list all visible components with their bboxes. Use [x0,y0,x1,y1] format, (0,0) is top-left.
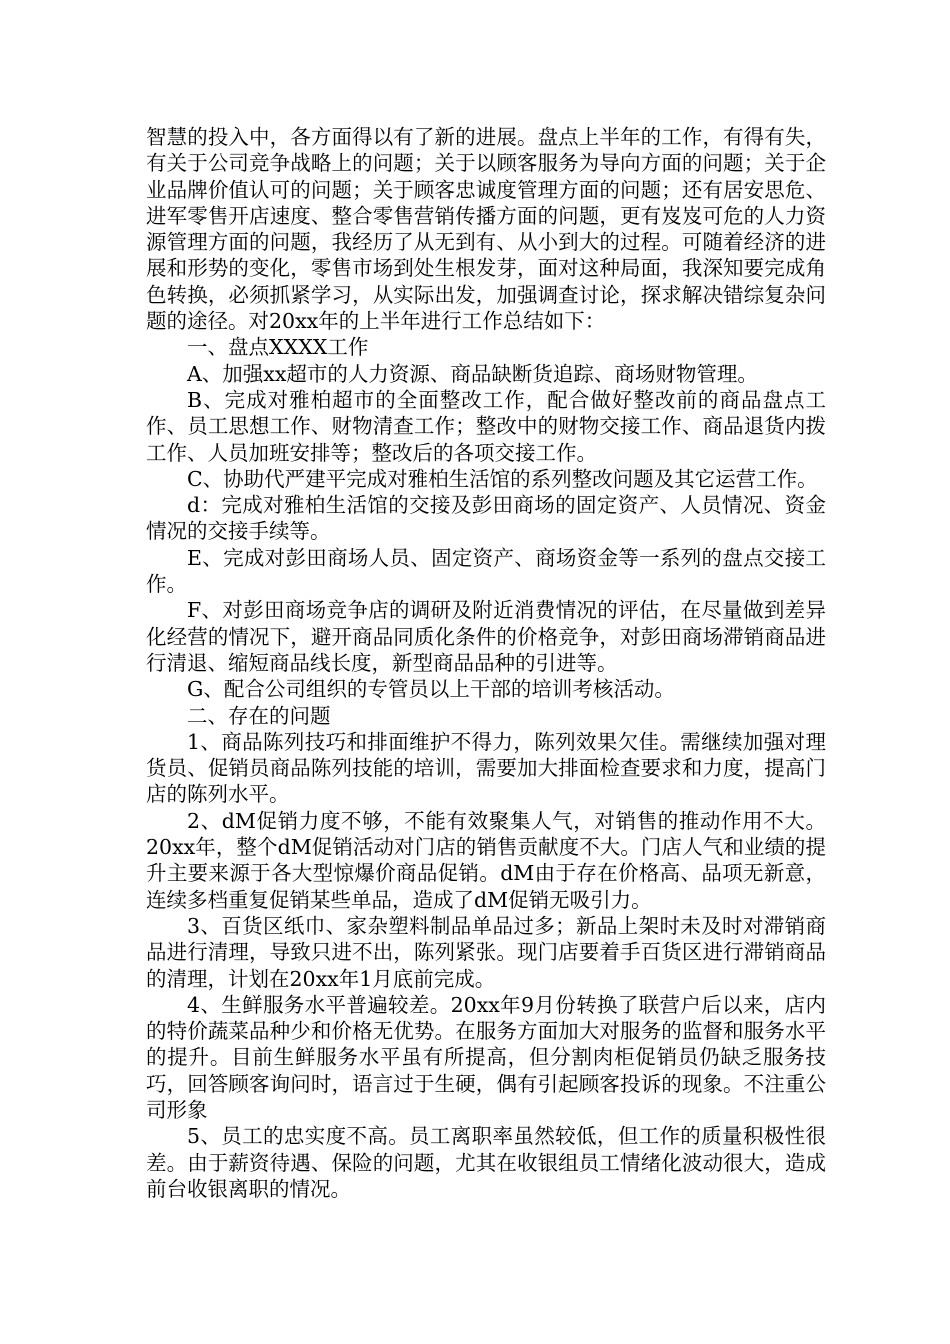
section-heading: 二、存在的问题 [187,703,331,728]
list-item: 2、dM促销力度不够，不能有效聚集人气，对销售的推动作用不大。20xx年，整个dM促销活动对门店的销售贡献度不大。门店人气和业绩的提升主要来源于各大型惊爆价商品促销。dM由于存在价格高、品项无新意，连续多档重复促销某些单品，造成了dM促销无吸引力。 [146,808,826,912]
list-item: d：完成对雅柏生活馆的交接及彭田商场的固定资产、人员情况、资金情况的交接手续等。 [146,493,826,544]
list-item: 4、生鲜服务水平普遍较差。20xx年9月份转换了联营户后以来，店内的特价蔬菜品种少和价格无优势。在服务方面加大对服务的监督和服务水平的提升。目前生鲜服务水平虽有所提高，但分割肉柜促销员仍缺乏服务技巧，回答顾客询问时，语言过于生硬，偶有引起顾客投诉的现象。不注重公司形象 [146,992,826,1122]
body-paragraph: 智慧的投入中，各方面得以有了新的进展。盘点上半年的工作，有得有失，有关于公司竞争战略上的问题；关于以顾客服务为导向方面的问题；关于企业品牌价值认可的问题；关于顾客忠诚度管理方面的问题；还有居安思危、进军零售开店速度、整合零售营销传播方面的问题，更有岌岌可危的人力资源管理方面的问题，我经历了从无到有、从小到大的过程。可随着经济的进展和形势的变化，零售市场到处生根发芽，面对这种局面，我深知要完成角色转换，必须抓紧学习，从实际出发，加强调查讨论，探求解决错综复杂问题的途径。对20xx年的上半年进行工作总结如下： [146,125,826,334]
list-item: 3、百货区纸巾、家杂塑料制品单品过多；新品上架时未及时对滞销商品进行清理，导致只进不出，陈列紧张。现门店要着手百货区进行滞销商品的清理，计划在20xx年1月底前完成。 [146,913,826,991]
section-heading: 一、盘点XXXX工作 [187,335,369,360]
list-item: 1、商品陈列技巧和排面维护不得力，陈列效果欠佳。需继续加强对理货员、促销员商品陈列技能的培训，需要加大排面检查要求和力度，提高门店的陈列水平。 [146,729,826,807]
list-item: B、完成对雅柏超市的全面整改工作，配合做好整改前的商品盘点工作、员工思想工作、财物清查工作；整改中的财物交接工作、商品退货内拨工作、人员加班安排等；整改后的各项交接工作。 [146,387,826,465]
list-item: G、配合公司组织的专管员以上干部的培训考核活动。 [187,677,675,702]
list-item: E、完成对彭田商场人员、固定资产、商场资金等一系列的盘点交接工作。 [146,545,826,597]
list-item: C、协助代严建平完成对雅柏生活馆的系列整改问题及其它运营工作。 [187,466,818,491]
document-body [146,124,826,1202]
list-item: A、加强xx超市的人力资源、商品缺断货追踪、商场财物管理。 [187,361,758,386]
list-item: 5、员工的忠实度不高。员工离职率虽然较低，但工作的质量积极性很差。由于薪资待遇、保险的问题，尤其在收银组员工情绪化波动很大，造成前台收银离职的情况。 [146,1124,826,1201]
list-item: F、对彭田商场竞争店的调研及附近消费情况的评估，在尽量做到差异化经营的情况下，避开商品同质化条件的价格竞争，对彭田商场滞销商品进行清退、缩短商品线长度，新型商品品种的引进等。 [146,598,826,675]
